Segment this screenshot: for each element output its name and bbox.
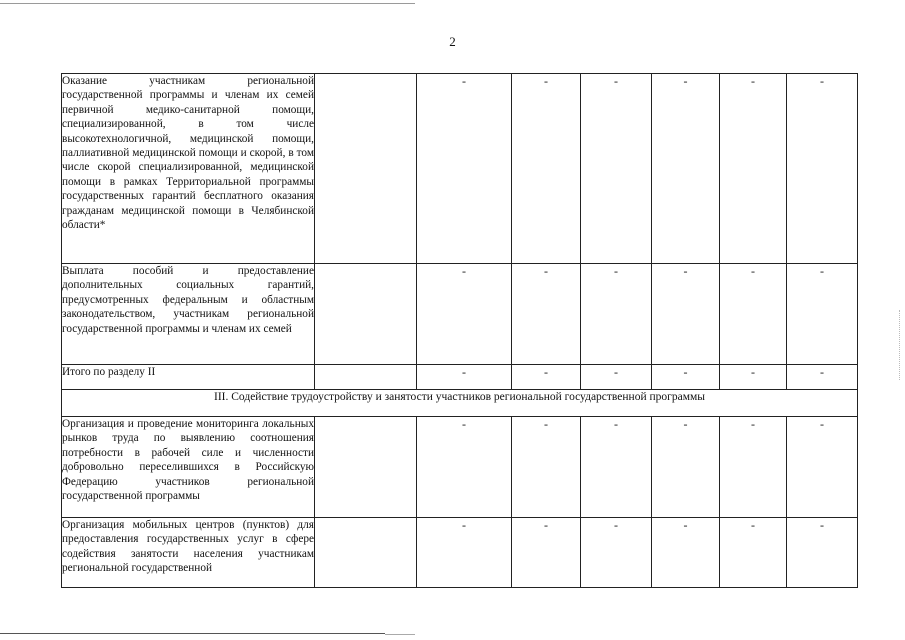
table-row [62, 264, 858, 365]
table-row [62, 417, 858, 518]
value-cell: - [512, 264, 581, 365]
value-cell: - [417, 264, 512, 365]
blank-cell [315, 264, 417, 365]
table-row-total [62, 365, 858, 390]
value-cell: - [581, 518, 652, 588]
value-cell: - [512, 365, 581, 390]
value-cell: - [512, 74, 581, 264]
value-cell: - [787, 417, 858, 518]
value-cell: - [417, 74, 512, 264]
value-cell: - [787, 74, 858, 264]
value-cell: - [581, 417, 652, 518]
value-cell: - [720, 264, 787, 365]
value-cell: - [787, 365, 858, 390]
table-row [62, 74, 858, 264]
row-description: Выплата пособий и предоставление дополнительных социальных гарантий, предусмотренных федеральным и областным законодательством, участникам региональной государственной программы и членам их семей [62, 264, 315, 365]
table-row [62, 518, 858, 588]
row-description: Итого по разделу II [62, 365, 315, 390]
row-description: Организация и проведение мониторинга локальных рынков труда по выявлению соотношения потребности в рабочей силе и численности добровольно переселившихся в Российскую Федерацию участников региональной государственной программы [62, 417, 315, 518]
value-cell: - [417, 417, 512, 518]
section-heading: III. Содействие трудоустройству и занятости участников региональной государственной программы [62, 390, 858, 417]
value-cell: - [581, 365, 652, 390]
program-table [61, 73, 858, 588]
blank-cell [315, 74, 417, 264]
page-number: 2 [449, 34, 456, 49]
value-cell: - [512, 417, 581, 518]
blank-cell [315, 518, 417, 588]
value-cell: - [512, 518, 581, 588]
value-cell: - [720, 365, 787, 390]
value-cell: - [787, 518, 858, 588]
value-cell: - [652, 264, 720, 365]
scan-edge-top [0, 3, 415, 4]
value-cell: - [417, 518, 512, 588]
value-cell: - [581, 74, 652, 264]
value-cell: - [787, 264, 858, 365]
value-cell: - [652, 365, 720, 390]
value-cell: - [652, 417, 720, 518]
row-description: Оказание участникам региональной государственной программы и членам их семей первичной медико-санитарной помощи, специализированной, в том числе высокотехнологичной, медицинской помощи, паллиативной медицинской помощи и скорой, в том числе скорой специализированной, медицинской помощи в рамках Территориальной программы государственных гарантий бесплатного оказания гражданам медицинской помощи в Челябинской области* [62, 74, 315, 264]
value-cell: - [652, 518, 720, 588]
value-cell: - [652, 74, 720, 264]
scan-edge-bottom [0, 633, 385, 634]
row-description: Организация мобильных центров (пунктов) для предоставления государственных услуг в сфере содействия занятости населения участникам региональной государственной [62, 518, 315, 588]
value-cell: - [720, 518, 787, 588]
value-cell: - [581, 264, 652, 365]
table-row-section [62, 390, 858, 417]
scan-edge-bottom-faint [385, 634, 415, 635]
scan-margin-marks [899, 310, 902, 380]
blank-cell [315, 417, 417, 518]
value-cell: - [417, 365, 512, 390]
value-cell: - [720, 417, 787, 518]
blank-cell [315, 365, 417, 390]
value-cell: - [720, 74, 787, 264]
